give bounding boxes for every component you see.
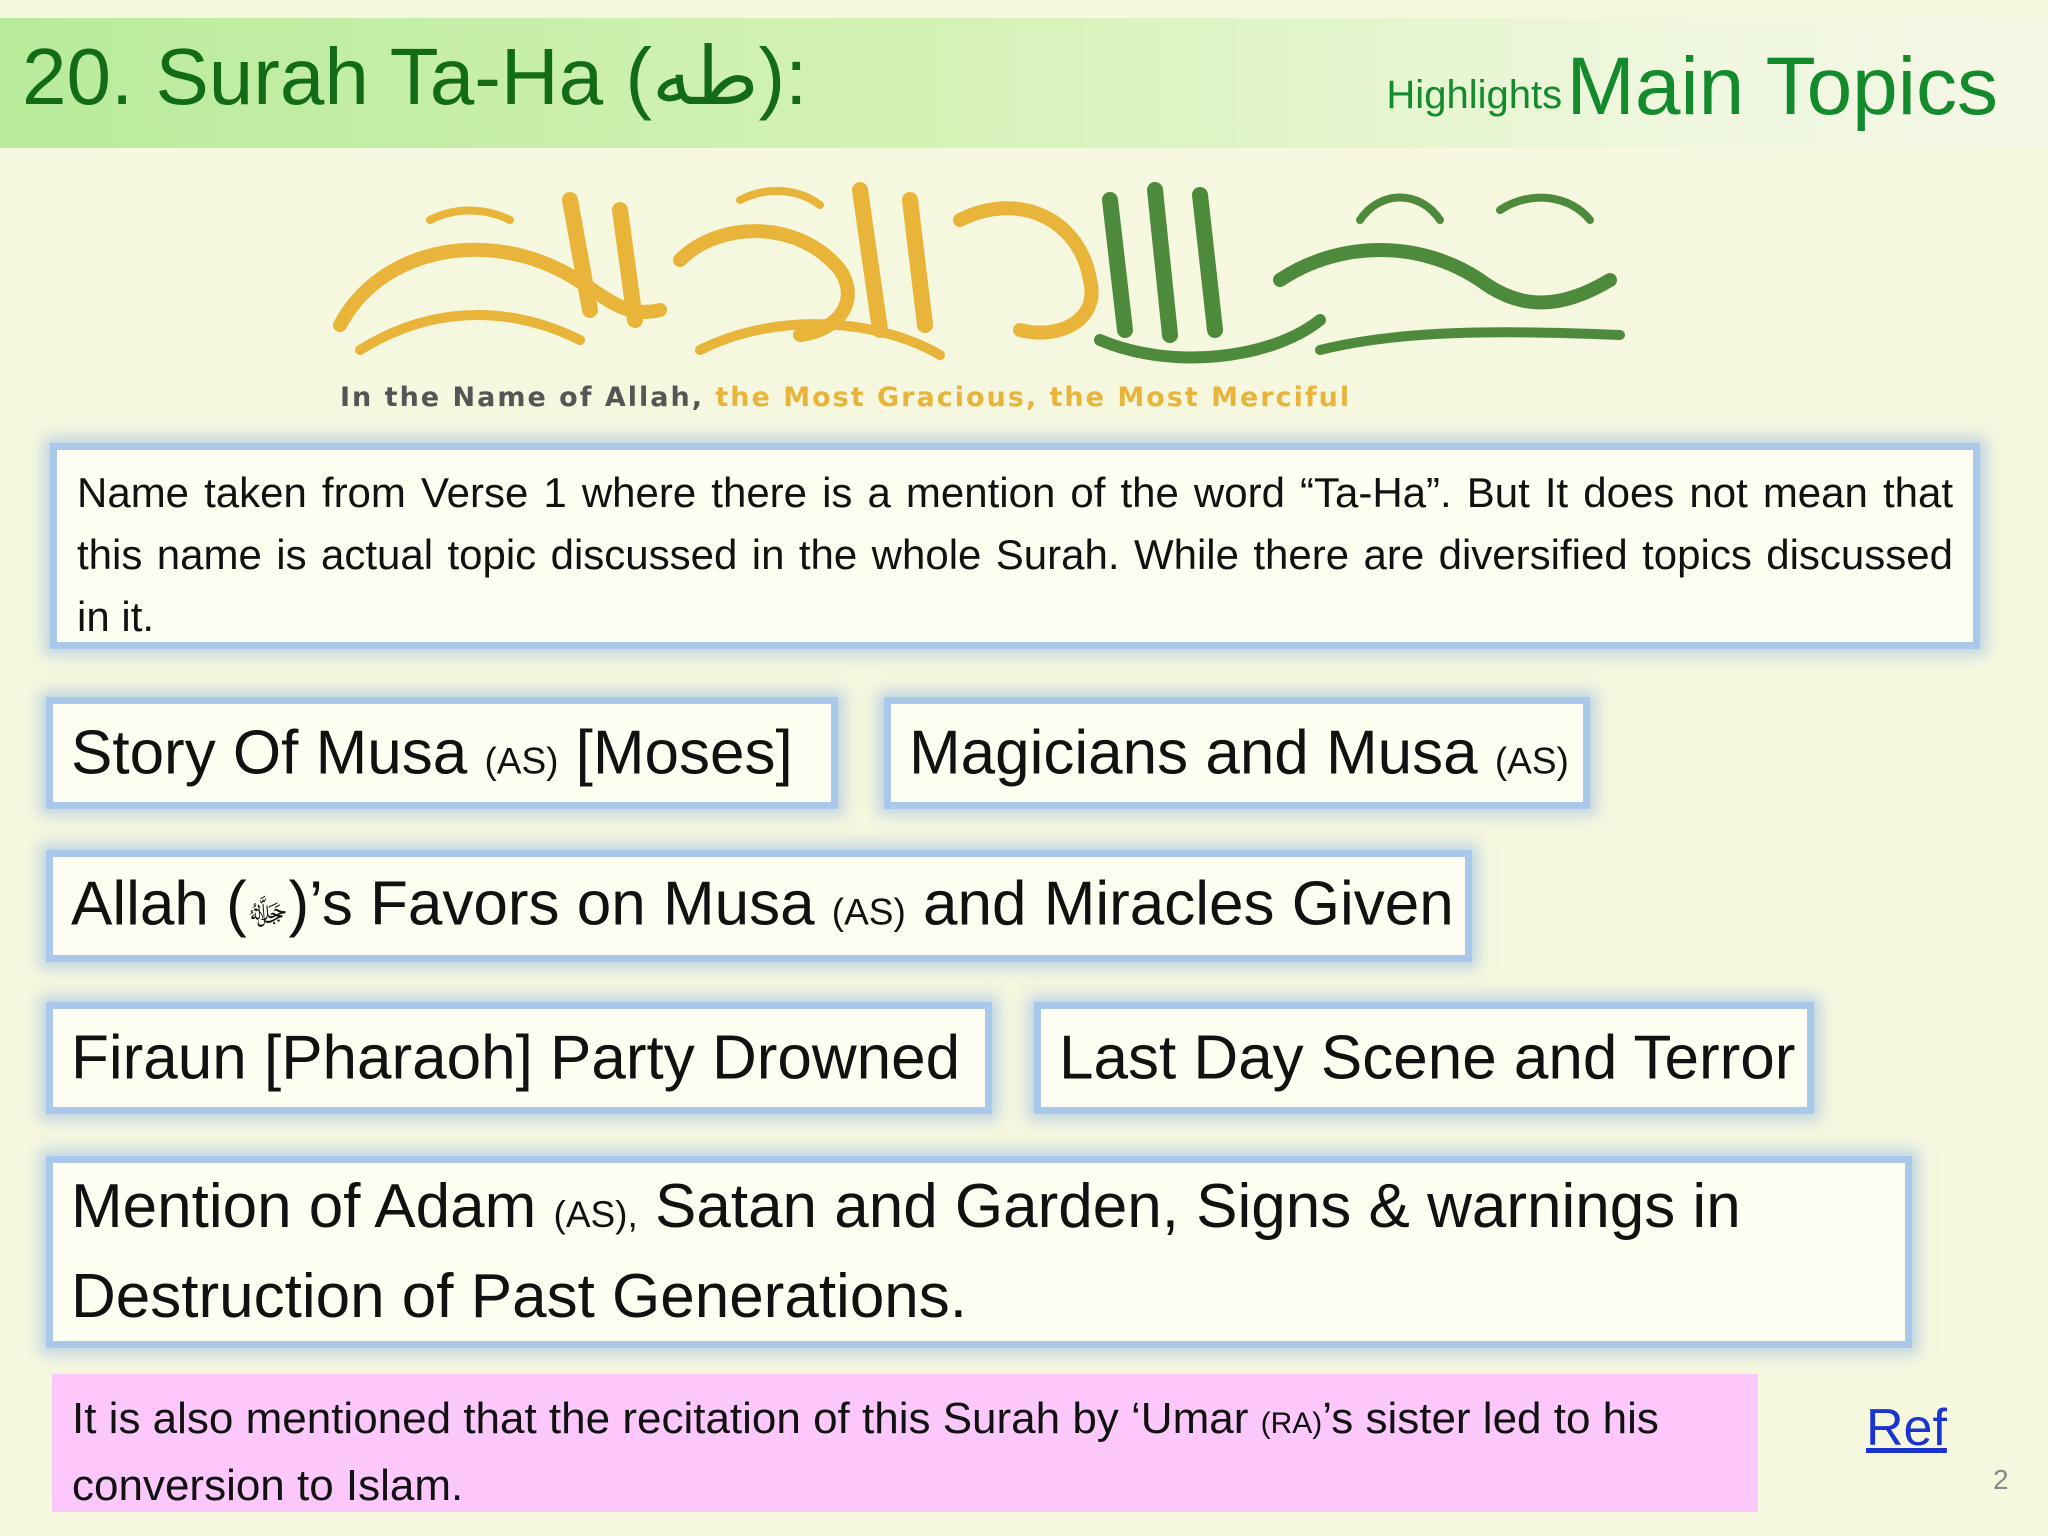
swt-honorific: ﷻ [246, 891, 289, 933]
calligraphy-caption-start: In the Name of Allah, [340, 382, 704, 413]
topic-last-day [1034, 1002, 1814, 1114]
topic-adam-text: Mention of Adam (AS), Satan and Garden, Signs & warnings in Destruction of Past Generations. [71, 1172, 1741, 1331]
calligraphy-caption-end: the Most Gracious, the Most Merciful [703, 382, 1352, 413]
as-honorific: (AS) [484, 740, 559, 782]
topic-firaun-text: Firaun [Pharaoh] Party Drowned [71, 1023, 961, 1093]
topic-magicians [884, 697, 1590, 809]
ra-honorific: (RA) [1260, 1407, 1323, 1440]
topic-last-day-text: Last Day Scene and Terror [1059, 1023, 1796, 1093]
slide-title: 20. Surah Ta-Ha (طه): [22, 32, 808, 121]
as-honorific: (AS), [553, 1194, 638, 1235]
intro-paragraph: Name taken from Verse 1 where there is a mention of the word “Ta-Ha”. But It does not mean that this name is actual topic discussed in the whole Surah. While there are diversified topics discussed in it. [50, 443, 1980, 649]
highlights-label: Highlights [1386, 73, 1563, 117]
bismillah-calligraphy [320, 160, 1680, 420]
topic-story-of-musa [46, 697, 838, 809]
page-number: 2 [1993, 1464, 2009, 1495]
topic-adam [46, 1156, 1912, 1348]
topic-story-of-musa-text: Story Of Musa (AS) [Moses] [71, 718, 793, 788]
header-subtitle [1048, 40, 2048, 134]
ref-link[interactable]: Ref [1866, 1399, 1947, 1457]
topic-firaun [46, 1002, 992, 1114]
as-honorific: (AS) [831, 891, 906, 933]
svg-text:In the Name of Allah, the Most [340, 382, 1351, 413]
topic-allah-favors-text: Allah (ﷻ)’s Favors on Musa (AS) and Miracles Given [71, 869, 1454, 939]
as-honorific: (AS) [1494, 740, 1569, 782]
topic-magicians-text: Magicians and Musa (AS) [909, 718, 1569, 788]
topic-allah-favors [46, 850, 1472, 962]
main-topics-label: Main Topics [1566, 41, 1998, 132]
conversion-note: It is also mentioned that the recitation of this Surah by ‘Umar (RA)’s sister led to his conversion to Islam. [52, 1374, 1758, 1512]
